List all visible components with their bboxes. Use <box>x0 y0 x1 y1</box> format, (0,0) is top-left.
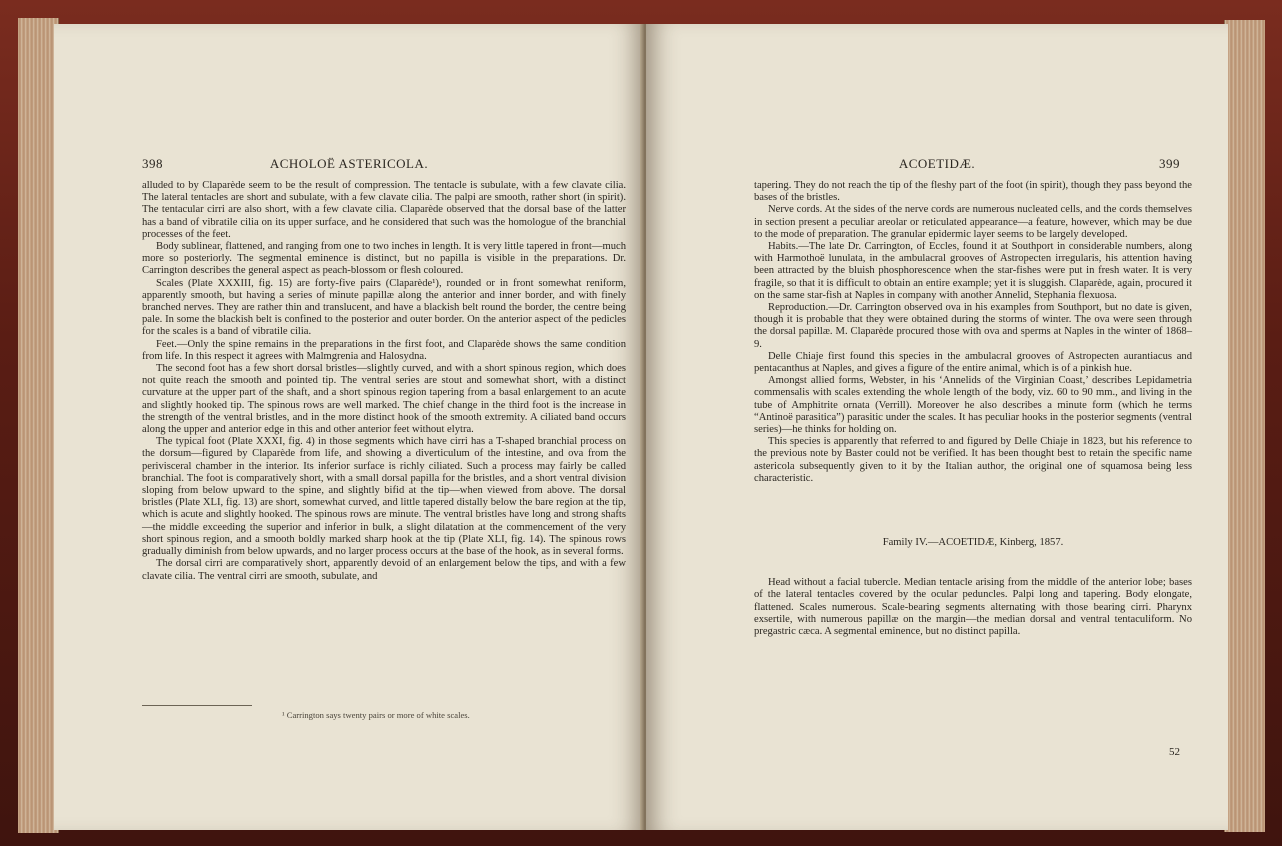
right-page-body <box>754 180 1192 638</box>
paragraph: Habits.—The late Dr. Carrington, of Eccles, found it at Southport in considerable numbers, along with Harmothoë lunulata, in the ambulacral grooves of Astropecten irregularis, his attention having been attracted by the bluish phosphorescence when the star-fishes were put in fresh water. It is very fragile, so that it is difficult to obtain an entire example; yet it is sluggish. Claparède, again, procured it on the same star-fish at Naples in company with another Annelid, Stephania flexuosa. <box>754 241 1192 301</box>
family-description: Head without a facial tubercle. Median tentacle arising from the middle of the anterior lobe; bases of the lateral tentacles covered by the ocular peduncles. Palpi long and tapering. Body elongate, flattened. Scales numerous. Scale-bearing segments alternating with those bearing cirri. Pharynx exsertile, with numerous papillæ on the margin—the median dorsal and ventral tentaculiform. No pregastric cæca. A segmental eminence, but no distinct papilla. <box>754 577 1192 638</box>
paragraph: This species is apparently that referred to and figured by Delle Chiaje in 1823, but his reference to the previous note by Baster could not be verified. It has been thought best to retain the specific name astericola subsequently given to it by the Italian author, the original one of squamosa being less characteristic. <box>754 436 1192 484</box>
paragraph: Scales (Plate XXXIII, fig. 15) are forty-five pairs (Claparède¹), rounded or in front somewhat reniform, apparently smooth, but having a series of minute papillæ along the anterior and inner border, and with finely branched nerves. They are rather thin and translucent, and have a blackish belt round the border, the centre being pale. In some the blackish belt is confined to the posterior and outer border. On the anterior aspect of the pedicles for the scales is a band of vibratile cilia. <box>142 277 626 338</box>
paragraph: The dorsal cirri are comparatively short, apparently devoid of an enlargement below the tips, and with a few clavate cilia. The ventral cirri are smooth, subulate, and <box>142 558 626 582</box>
paragraph: Delle Chiaje first found this species in the ambulacral grooves of Astropecten aurantiacus and pentacanthus at Naples, and gives a figure of the entire animal, which is of a pinkish hue. <box>754 350 1192 375</box>
footnote-rule <box>142 705 252 706</box>
paragraph: Amongst allied forms, Webster, in his ‘Annelids of the Virginian Coast,’ describes Lepidametria commensalis with scales extending the whole length of the body, viz. 60 to 90 mm., and living in the tube of Amphitrite ornata (Verrill). Moreover he also describes a minute form (which he terms “Antinoë parasitica”) parasitic under the scales. It has peculiar hooks in the posterior segments (ventral series)—he thinks for holding on. <box>754 375 1192 436</box>
right-page <box>646 24 1228 830</box>
paragraph: tapering. They do not reach the tip of the fleshy part of the foot (in spirit), though they pass beyond the bases of the bristles. <box>754 180 1192 204</box>
left-page-edges <box>18 18 59 833</box>
paragraph: Reproduction.—Dr. Carrington observed ova in his examples from Southport, but no date is given, though it is probable that they were obtained during the storms of winter. The ova were seen through the dorsal papillæ. M. Claparède procured those with ova and sperms at Naples in the winter of 1868–9. <box>754 302 1192 350</box>
paragraph: The typical foot (Plate XXXI, fig. 4) in those segments which have cirri has a T-shaped branchial process on the dorsum—figured by Claparède from life, and showing a diverticulum of the intestine, and ova from the perivisceral chamber in the interior. Its inferior surface is richly ciliated. Such a process may fairly be called branchial. The foot is comparatively short, with a small dorsal papilla for the bristles, and a short ventral division sloping from below upward to the spine, and slightly bifid at the tip—when viewed from above. The dorsal bristles (Plate XLI, fig. 13) are short, somewhat curved, and little tapered distally below the bare region at the tip, which is acute and slightly hooked. The spinous rows are minute. The ventral bristles have long and strong shafts—the middle exceeding the superior and inferior in bulk, a slight dilatation at the commencement of the very short spinous region, and a smooth boldly marked sharp hook at the tip (Plate XLI, fig. 14). The spinous rows gradually diminish from below upwards, and no larger process occurs at the base of the hook, as in several forms. <box>142 436 626 558</box>
page-number: 399 <box>1159 156 1180 171</box>
family-heading: Family IV.—ACOETIDÆ, Kinberg, 1857. <box>882 537 1064 549</box>
left-page <box>54 24 644 830</box>
left-page-body <box>142 180 626 583</box>
paragraph: Body sublinear, flattened, and ranging from one to two inches in length. It is very little tapered in front—much more so posteriorly. The segmental eminence is distinct, but no papilla is visible in the preparations. Dr. Carrington describes the general aspect as peach-blossom or flesh coloured. <box>142 241 626 277</box>
right-page-edges <box>1224 20 1265 832</box>
paragraph: Nerve cords. At the sides of the nerve cords are numerous nucleated cells, and the cords themselves in section present a peculiar areolar or reticulated appearance—a feature, however, which may be due to the mode of preparation. The granular epidermic layer seems to be largely developed. <box>754 204 1192 240</box>
paragraph: alluded to by Claparède seem to be the result of compression. The tentacle is subulate, with a few clavate cilia. The lateral tentacles are short and subulate, with a few clavate cilia. The palpi are smooth, rather short (in spirit). The tentacular cirri are also short, with a few clavate cilia. Claparède observed that the dorsal base of the latter has a band of vibratile cilia on its upper surface, and he considered that such was the homologue of the branchial processes of the feet. <box>142 180 626 240</box>
footnote: ¹ Carrington says twenty pairs or more of white scales. <box>282 710 470 720</box>
left-page-header <box>54 156 644 174</box>
paragraph: Feet.—Only the spine remains in the preparations in the first foot, and Claparède shows the same condition from life. In this respect it agrees with Malmgrenia and Halosydna. <box>142 338 626 362</box>
running-title: ACOETIDÆ. <box>898 156 976 171</box>
page-number: 398 <box>142 156 163 171</box>
running-title: ACHOLOË ASTERICOLA. <box>269 156 429 171</box>
right-page-header <box>646 156 1228 174</box>
paragraph: The second foot has a few short dorsal bristles—slightly curved, and with a short spinous region, which does not quite reach the smooth and pointed tip. The ventral series are stout and somewhat short, with a distinct curvature at the upper part of the shaft, and a short spinous region tapering from a basal enlargement to an acute and slightly hooked tip. The spinous rows are well marked. The chief change in the third foot is the increase in the strength of the ventral bristles, and in the more distinct hook of the smooth extremity. A ciliated band occurs along the upper and anterior edge in this and other anterior feet without elytra. <box>142 363 626 436</box>
signature-mark: 52 <box>1169 746 1180 758</box>
